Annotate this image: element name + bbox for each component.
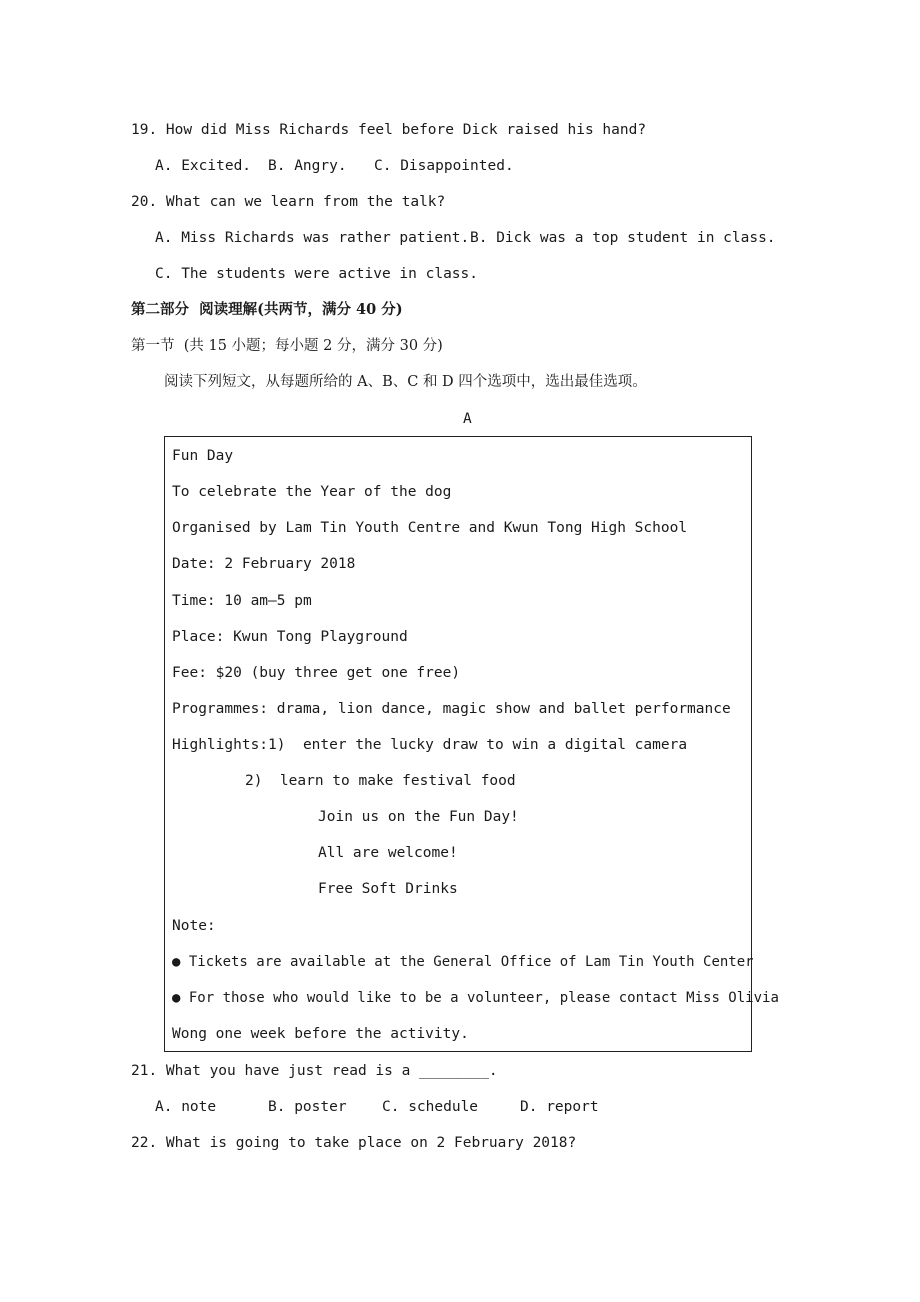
notice-highlight-2: 2) learn to make festival food — [245, 773, 516, 789]
notice-join: Join us on the Fun Day! — [318, 809, 519, 825]
notice-note-1: ● Tickets are available at the General Office of Lam Tin Youth Center — [172, 954, 754, 970]
passage-label: A — [463, 411, 472, 427]
q21-question: 21. What you have just read is a ________. — [131, 1063, 498, 1079]
notice-place: Place: Kwun Tong Playground — [172, 629, 408, 645]
q20-option-b: B. Dick was a top student in class. — [470, 230, 776, 246]
q19-option-b: B. Angry. — [268, 158, 347, 174]
section1-heading: 第一节 (共 15 小题；每小题 2 分，满分 30 分) — [131, 338, 443, 354]
q19-option-c: C. Disappointed. — [374, 158, 514, 174]
part2-title: 第二部分 阅读理解(共两节，满分 40 分) — [131, 301, 403, 318]
q19-question: 19. How did Miss Richards feel before Dick raised his hand? — [131, 122, 647, 138]
q19-option-a: A. Excited. — [155, 158, 252, 174]
q22-question: 22. What is going to take place on 2 February 2018? — [131, 1135, 577, 1151]
notice-note-label: Note: — [172, 918, 216, 934]
notice-highlight-1: Highlights:1) enter the lucky draw to win a digital camera — [172, 737, 688, 753]
notice-drinks: Free Soft Drinks — [318, 881, 458, 897]
notice-organiser: Organised by Lam Tin Youth Centre and Kwun Tong High School — [172, 520, 688, 536]
notice-fee: Fee: $20 (buy three get one free) — [172, 665, 461, 681]
notice-welcome: All are welcome! — [318, 845, 458, 861]
notice-title: Fun Day — [172, 448, 234, 464]
q21-option-c: C. schedule — [382, 1099, 479, 1115]
notice-date: Date: 2 February 2018 — [172, 556, 356, 572]
q21-option-b: B. poster — [268, 1099, 347, 1115]
q20-option-a: A. Miss Richards was rather patient. — [155, 230, 470, 246]
q21-option-a: A. note — [155, 1099, 217, 1115]
q21-option-d: D. report — [520, 1099, 599, 1115]
notice-time: Time: 10 am—5 pm — [172, 593, 312, 609]
notice-purpose: To celebrate the Year of the dog — [172, 484, 452, 500]
q20-question: 20. What can we learn from the talk? — [131, 194, 446, 210]
notice-note-2-cont: Wong one week before the activity. — [172, 1026, 469, 1042]
notice-note-2: ● For those who would like to be a volunteer, please contact Miss Olivia — [172, 990, 779, 1006]
reading-instruction: 阅读下列短文，从每题所给的 A、B、C 和 D 四个选项中，选出最佳选项。 — [164, 374, 647, 390]
notice-programmes: Programmes: drama, lion dance, magic show and ballet performance — [172, 701, 731, 717]
q20-option-c: C. The students were active in class. — [155, 266, 479, 282]
